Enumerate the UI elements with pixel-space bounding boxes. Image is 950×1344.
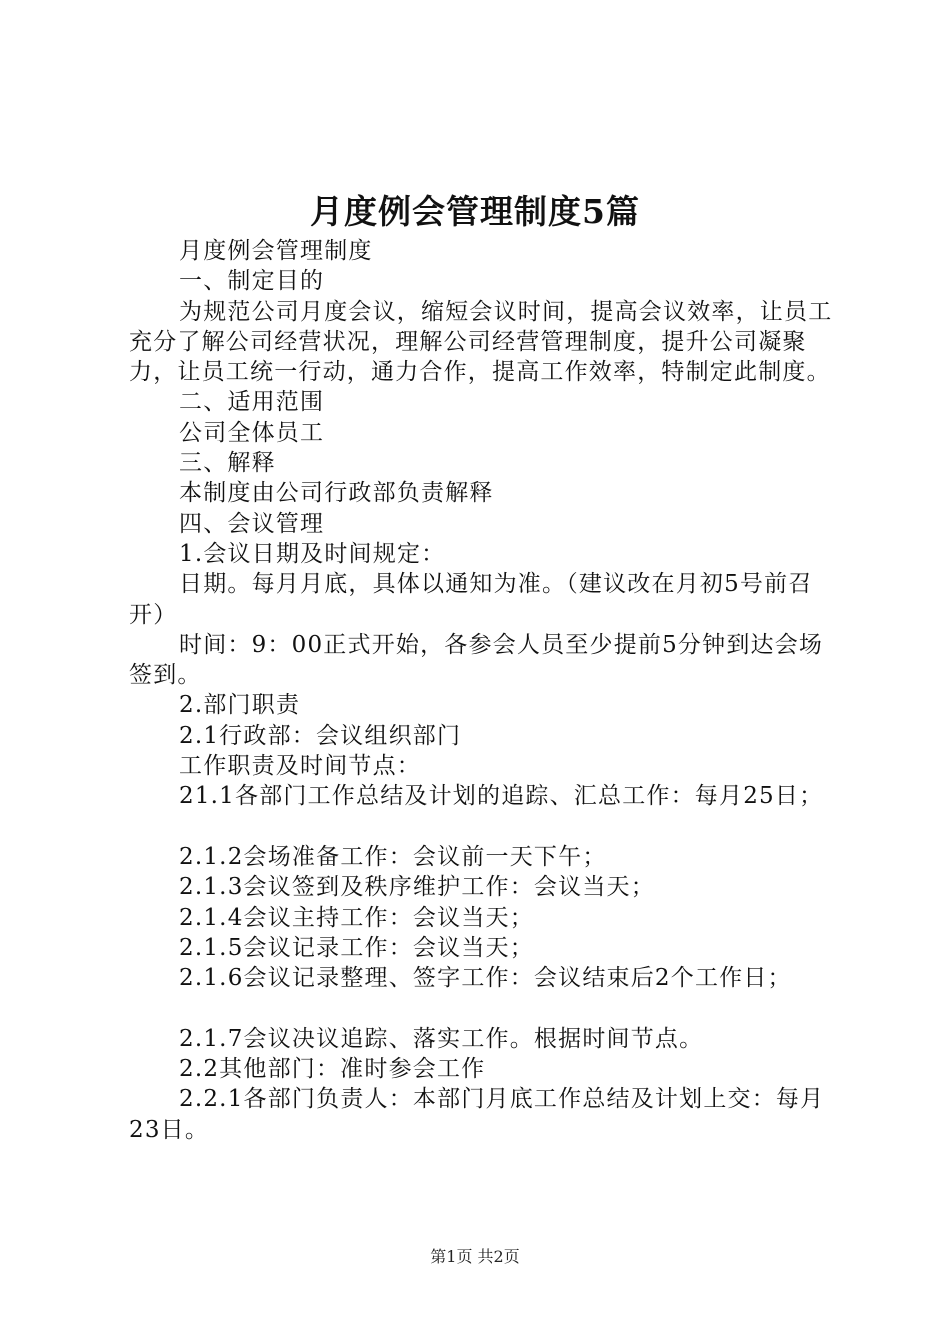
paragraph: 21.1各部门工作总结及计划的追踪、汇总工作：每月25日；: [179, 783, 824, 810]
paragraph: 时间：9：00正式开始，各参会人员至少提前5分钟到达会场签到。: [129, 631, 824, 689]
paragraph: 2.1.6会议记录整理、签字工作：会议结束后2个工作日；: [179, 965, 792, 992]
paragraph: 2.1行政部：会议组织部门: [179, 722, 462, 749]
paragraph: 1.会议日期及时间规定：: [179, 540, 446, 567]
page-footer: 第1页 共2页: [430, 1247, 520, 1266]
paragraph: 2.1.5会议记录工作：会议当天；: [179, 934, 534, 961]
paragraph: 2.部门职责: [179, 692, 301, 719]
document-body: [129, 236, 834, 1145]
paragraph: 为规范公司月度会议，缩短会议时间，提高会议效率，让员工充分了解公司经营状况，理解公司经营管理制度，提升公司凝聚力，让员工统一行动，通力合作，提高工作效率，特制定此制度。: [129, 298, 833, 386]
paragraph: 2.1.3会议签到及秩序维护工作：会议当天；: [179, 874, 655, 901]
blank-line: [129, 812, 834, 842]
paragraph: 2.2.1各部门负责人：本部门月底工作总结及计划上交：每月23日。: [129, 1086, 825, 1143]
paragraph: 公司全体员工: [179, 419, 325, 446]
section-heading: 二、适用范围: [179, 389, 325, 416]
section-heading: 三、解释: [179, 450, 276, 477]
document-title: 月度例会管理制度5篇: [310, 192, 640, 231]
paragraph: 工作职责及时间节点：: [179, 753, 421, 780]
blank-line: [129, 993, 834, 1023]
section-heading: 四、会议管理: [179, 510, 325, 537]
paragraph: 日期。每月月底，具体以通知为准。（建议改在月初5号前召开）: [129, 571, 813, 628]
paragraph: 2.2其他部门：准时参会工作: [179, 1056, 486, 1083]
paragraph: 2.1.7会议决议追踪、落实工作。根据时间节点。: [179, 1025, 704, 1052]
section-heading: 一、制定目的: [179, 268, 325, 295]
paragraph: 月度例会管理制度: [179, 238, 373, 264]
paragraph: 2.1.2会场准备工作：会议前一天下午；: [179, 843, 607, 870]
paragraph: 本制度由公司行政部负责解释: [179, 480, 494, 507]
paragraph: 2.1.4会议主持工作：会议当天；: [179, 904, 534, 931]
